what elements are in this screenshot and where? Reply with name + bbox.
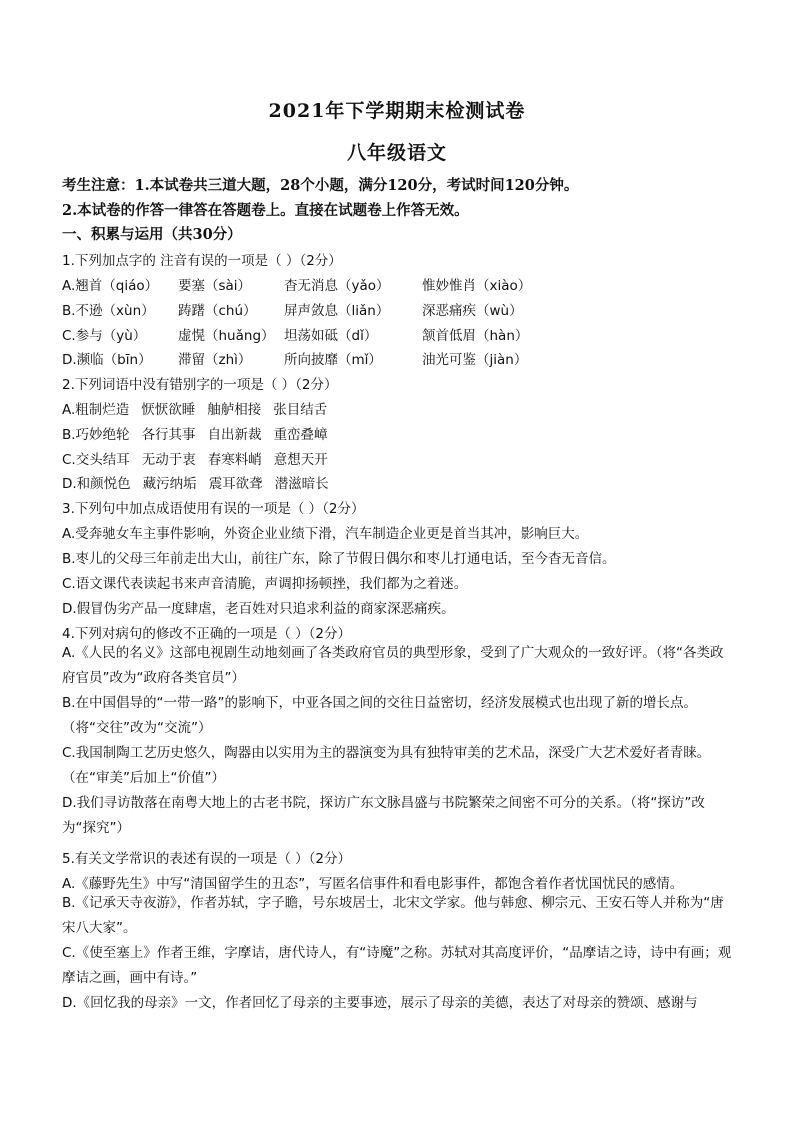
exam-title: 2021年下学期期末检测试卷 <box>268 100 526 122</box>
q2-option-c: C.交头结耳 无动于衷 春寒料峭 意想天开 <box>62 452 328 468</box>
q2-option-a: A.粗制烂造 恹恹欲睡 舳舻相接 张目结舌 <box>62 402 328 418</box>
q1-stem: 1.下列加点字的 注音有误的一项是（ ）（2分） <box>62 253 342 269</box>
q3-stem: 3.下列句中加点成语使用有误的一项是（ ）（2分） <box>62 501 365 517</box>
q4-stem: 4.下列对病句的修改不正确的一项是（ ）（2分） <box>62 626 352 642</box>
section-heading: 一、积累与运用（共30分） <box>62 226 242 243</box>
q3-option-a: A.受奔驰女车主事件影响，外资企业业绩下滑，汽车制造企业更是首当其冲，影响巨大。 <box>62 526 589 542</box>
q1-option-a: A.翘首（qiáo） 要塞（sài） 杳无消息（yǎo） 惟妙惟肖（xiào） <box>62 278 532 294</box>
q5-stem: 5.有关文学常识的表述有误的一项是（ ）（2分） <box>62 851 352 867</box>
q2-option-d: D.和颜悦色 藏污纳垢 震耳欲聋 潜滋暗长 <box>62 476 329 492</box>
q1-option-b: B.不逊（xùn） 踌躇（chú） 屏声敛息（liǎn） 深恶痛疾（wù） <box>62 303 523 319</box>
q4-option-d: D.我们寻访散落在南粤大地上的古老书院，探访广东文脉昌盛与书院繁荣之间密不可分的关系。（将“探访”改为“探究”） <box>62 795 705 836</box>
q4-option-a: A.《人民的名义》这部电视剧生动地刻画了各类政府官员的典型形象，受到了广大观众的一致好评。（将“各类政府官员”改为“政府各类官员”） <box>62 645 724 686</box>
q3-option-c: C.语文课代表读起书来声音清脆，声调抑扬顿挫，我们都为之着迷。 <box>62 576 468 592</box>
exam-subtitle: 八年级语文 <box>346 142 447 164</box>
q3-option-b: B.枣儿的父母三年前走出大山，前往广东，除了节假日偶尔和枣儿打通电话，至今杳无音信。 <box>62 551 616 567</box>
q2-stem: 2.下列词语中没有错别字的一项是（ ）（2分） <box>62 377 338 393</box>
q5-option-a: A.《藤野先生》中写“清国留学生的丑态”，写匿名信事件和看电影事件，都饱含着作者忧国忧民的感情。 <box>62 876 684 892</box>
q1-option-c: C.参与（yù） 虚愰（huǎng） 坦荡如砥（dǐ） 颔首低眉（hàn） <box>62 328 529 344</box>
q1-option-d: D.濒临（bīn） 滞留（zhì） 所向披靡（mǐ） 油光可鉴（jiàn） <box>62 352 528 368</box>
q4-option-b: B.在中国倡导的“一带一路”的影响下，中亚各国之间的交往日益密切，经济发展模式也出现了新的增长点。（将“交往”改为“交流”） <box>62 695 698 736</box>
q2-option-b: B.巧妙绝轮 各行其事 自出新裁 重峦叠嶂 <box>62 427 328 443</box>
q5-option-d: D.《回忆我的母亲》一文，作者回忆了母亲的主要事迹，展示了母亲的美德，表达了对母亲的赞颂、感谢与 <box>62 995 698 1011</box>
q5-option-b: B.《记承天寺夜游》，作者苏轼，字子瞻，号东坡居士，北宋文学家。他与韩愈、柳宗元、王安石等人并称为“唐宋八大家”。 <box>62 895 724 936</box>
q5-option-c: C.《使至塞上》作者王维，字摩诘，唐代诗人，有“诗魔”之称。苏轼对其高度评价，“品摩诘之诗，诗中有画；观摩诘之画，画中有诗。” <box>62 945 732 986</box>
notice-line-1: 考生注意：1.本试卷共三道大题，28个小题，满分120分，考试时间120分钟。 <box>62 177 579 194</box>
q4-option-c: C.我国制陶工艺历史悠久，陶器由以实用为主的器演变为具有独特审美的艺术品，深受广大艺术爱好者青睐。（在“审美”后加上“价值”） <box>62 745 711 786</box>
q3-option-d: D.假冒伪劣产品一度肆虐，老百姓对只追求利益的商家深恶痛疾。 <box>62 601 455 617</box>
notice-line-2: 2.本试卷的作答一律答在答题卷上。直接在试题卷上作答无效。 <box>62 202 469 219</box>
